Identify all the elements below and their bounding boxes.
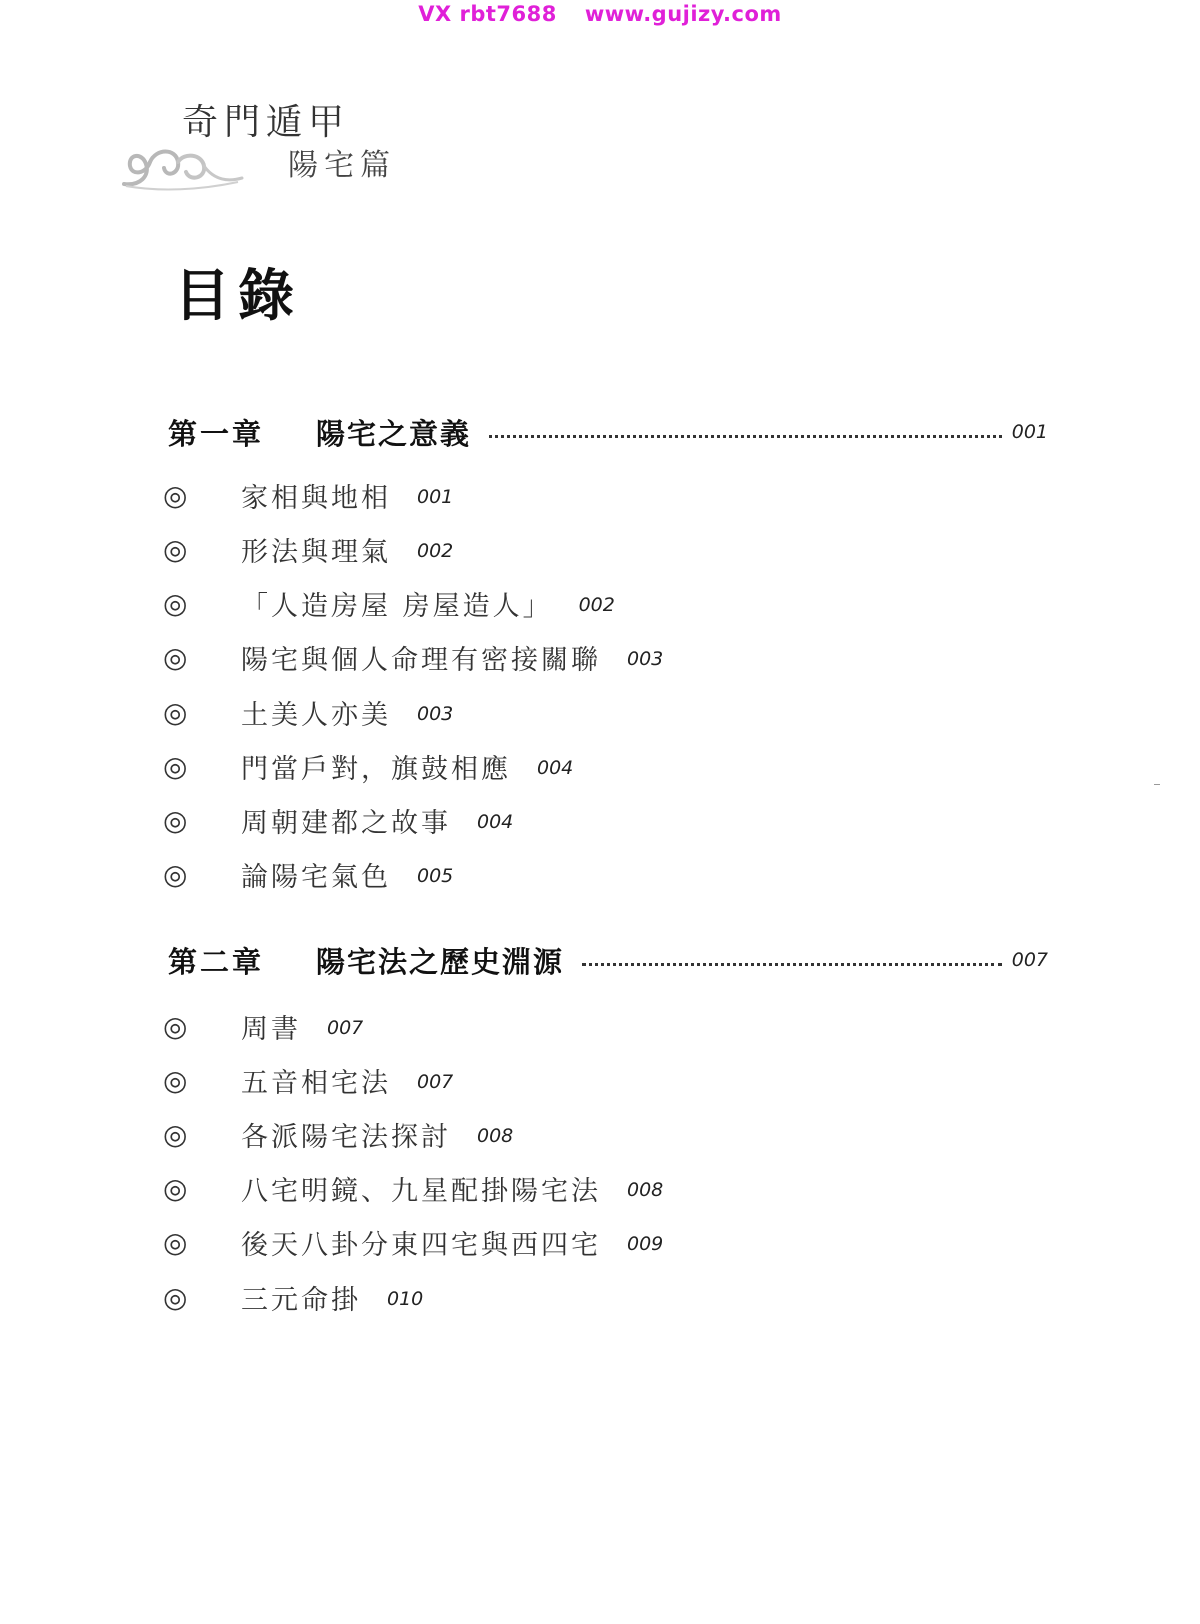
toc-entry[interactable] [163, 1168, 663, 1208]
toc-entry[interactable] [163, 1006, 363, 1046]
double-circle-bullet-icon: ◎ [163, 1009, 188, 1043]
entry-title: 後天八卦分東四宅與西四宅 [241, 1229, 601, 1261]
entry-title: 論陽宅氣色 [241, 861, 391, 893]
double-circle-bullet-icon: ◎ [163, 1171, 188, 1205]
double-circle-bullet-icon: ◎ [163, 749, 188, 783]
entry-title: 門當戶對，旗鼓相應 [241, 753, 511, 785]
double-circle-bullet-icon: ◎ [163, 1225, 188, 1259]
entry-title: 陽宅與個人命理有密接關聯 [241, 644, 601, 676]
entry-page: 007 [327, 1017, 364, 1039]
chapter-heading[interactable] [168, 940, 1048, 980]
watermark-site: www.gujizy.com [584, 2, 782, 26]
watermark-contact: VX rbt7688 [418, 2, 557, 26]
entry-page: 001 [417, 486, 454, 508]
toc-entry[interactable] [163, 1060, 453, 1100]
toc-entry[interactable] [163, 800, 513, 840]
entry-page: 004 [537, 757, 574, 779]
entry-title: 五音相宅法 [241, 1067, 391, 1099]
entry-title: 家相與地相 [241, 482, 391, 514]
entry-page: 005 [417, 865, 454, 887]
toc-entry[interactable] [163, 475, 453, 515]
toc-entry[interactable] [163, 529, 453, 569]
entry-title: 八宅明鏡、九星配掛陽宅法 [241, 1175, 601, 1207]
chapter-page: 007 [1011, 949, 1048, 971]
double-circle-bullet-icon: ◎ [163, 586, 188, 620]
double-circle-bullet-icon: ◎ [163, 695, 188, 729]
dot-leader [582, 963, 1002, 966]
entry-page: 004 [477, 811, 514, 833]
entry-page: 002 [578, 594, 615, 616]
entry-title: 三元命掛 [241, 1284, 361, 1316]
entry-page: 010 [387, 1288, 424, 1310]
toc-entry[interactable] [163, 1277, 423, 1317]
dot-leader [489, 435, 1002, 438]
entry-title: 各派陽宅法探討 [241, 1121, 451, 1153]
double-circle-bullet-icon: ◎ [163, 532, 188, 566]
double-circle-bullet-icon: ◎ [163, 1117, 188, 1151]
double-circle-bullet-icon: ◎ [163, 640, 188, 674]
toc-entry[interactable] [163, 854, 453, 894]
entry-title: 「人造房屋 房屋造人」 [241, 590, 553, 622]
entry-page: 009 [627, 1233, 664, 1255]
watermark [0, 2, 1200, 26]
entry-page: 008 [627, 1179, 664, 1201]
chapter-page: 001 [1011, 421, 1048, 443]
toc-entry[interactable] [163, 637, 663, 677]
entry-page: 008 [477, 1125, 514, 1147]
chapter-number: 第二章 [168, 944, 265, 979]
entry-page: 003 [627, 648, 664, 670]
series-title: 奇門遁甲 [182, 102, 351, 143]
series-subtitle: 陽宅篇 [288, 148, 396, 183]
chapter-number: 第一章 [168, 416, 265, 451]
double-circle-bullet-icon: ◎ [163, 1063, 188, 1097]
entry-title: 周朝建都之故事 [241, 807, 451, 839]
page-title: 目錄 [174, 264, 302, 329]
toc-entry[interactable] [163, 583, 615, 623]
entry-title: 形法與理氣 [241, 536, 391, 568]
toc-entry[interactable] [163, 692, 453, 732]
entry-title: 土美人亦美 [241, 699, 391, 731]
double-circle-bullet-icon: ◎ [163, 803, 188, 837]
entry-page: 007 [417, 1071, 454, 1093]
entry-page: 002 [417, 540, 454, 562]
cloud-ornament-icon [120, 136, 245, 196]
double-circle-bullet-icon: ◎ [163, 857, 188, 891]
toc-entry[interactable] [163, 1114, 513, 1154]
entry-page: 003 [417, 703, 454, 725]
double-circle-bullet-icon: ◎ [163, 1280, 188, 1314]
toc-entry[interactable] [163, 746, 573, 786]
chapter-title: 陽宅法之歷史淵源 [316, 944, 565, 979]
chapter-title: 陽宅之意義 [316, 416, 472, 451]
toc-entry[interactable] [163, 1222, 663, 1262]
scan-edge-mark [1154, 784, 1160, 785]
chapter-heading[interactable] [168, 412, 1048, 452]
book-header [120, 88, 410, 208]
entry-title: 周書 [241, 1013, 301, 1045]
double-circle-bullet-icon: ◎ [163, 478, 188, 512]
